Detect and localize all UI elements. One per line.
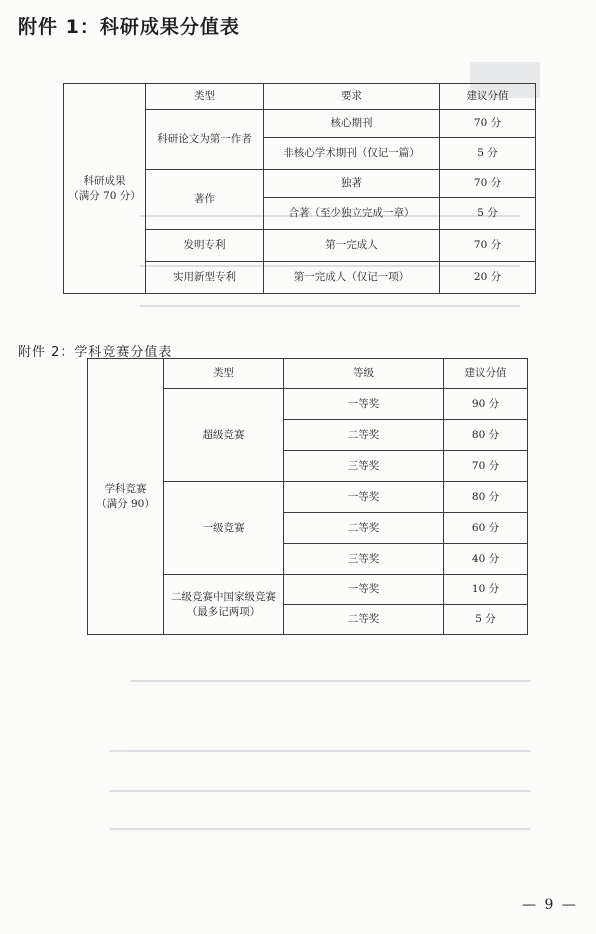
type-cell: [164, 575, 284, 635]
type-cell: 著作: [146, 170, 264, 230]
type-cell: 一级竞赛: [164, 482, 284, 575]
score-cell: 5 分: [440, 138, 536, 170]
grade-cell: 一等奖: [284, 389, 444, 420]
type-cell: 超级竞赛: [164, 389, 284, 482]
requirement-cell: 非核心学术期刊（仅记一篇）: [264, 138, 440, 170]
type-note: （最多记两项）: [186, 605, 261, 618]
type-cell: 实用新型专利: [146, 262, 264, 294]
grade-cell: 一等奖: [284, 575, 444, 605]
grade-cell: 三等奖: [284, 451, 444, 482]
score-cell: 20 分: [440, 262, 536, 294]
score-cell: 40 分: [444, 544, 528, 575]
column-header: 建议分值: [444, 359, 528, 389]
category-name: 学科竞赛: [104, 482, 147, 495]
requirement-cell: 第一完成人（仅记一项）: [264, 262, 440, 294]
attachment-2-title: 附件 2：学科竞赛分值表: [18, 345, 173, 360]
category-max-score: （满分 70 分）: [68, 189, 141, 202]
category-max-score: （满分 90）: [96, 497, 155, 510]
grade-cell: 三等奖: [284, 544, 444, 575]
column-header: 类型: [164, 359, 284, 389]
competition-score-table: [87, 358, 528, 635]
score-cell: 70 分: [440, 170, 536, 198]
research-results-score-table: [63, 83, 536, 294]
score-cell: 90 分: [444, 389, 528, 420]
type-name: 二级竞赛中国家级竞赛: [171, 590, 276, 603]
grade-cell: 二等奖: [284, 513, 444, 544]
column-header: 要求: [264, 84, 440, 110]
column-header: 等级: [284, 359, 444, 389]
requirement-cell: 第一完成人: [264, 230, 440, 262]
score-cell: 80 分: [444, 420, 528, 451]
page-number: — 9 —: [522, 897, 578, 913]
score-cell: 10 分: [444, 575, 528, 605]
score-cell: 5 分: [444, 605, 528, 635]
type-cell: 科研论文为第一作者: [146, 110, 264, 170]
column-header: 类型: [146, 84, 264, 110]
grade-cell: 二等奖: [284, 605, 444, 635]
category-cell: [88, 359, 164, 635]
requirement-cell: 核心期刊: [264, 110, 440, 138]
category-name: 科研成果: [83, 174, 126, 187]
requirement-cell: 合著（至少独立完成一章）: [264, 198, 440, 230]
score-cell: 70 分: [440, 110, 536, 138]
type-cell: 发明专利: [146, 230, 264, 262]
score-cell: 5 分: [440, 198, 536, 230]
category-cell: [64, 84, 146, 294]
attachment-1-title: 附件 1：科研成果分值表: [18, 16, 240, 38]
score-cell: 60 分: [444, 513, 528, 544]
score-cell: 70 分: [440, 230, 536, 262]
column-header: 建议分值: [440, 84, 536, 110]
score-cell: 70 分: [444, 451, 528, 482]
requirement-cell: 独著: [264, 170, 440, 198]
grade-cell: 二等奖: [284, 420, 444, 451]
grade-cell: 一等奖: [284, 482, 444, 513]
score-cell: 80 分: [444, 482, 528, 513]
